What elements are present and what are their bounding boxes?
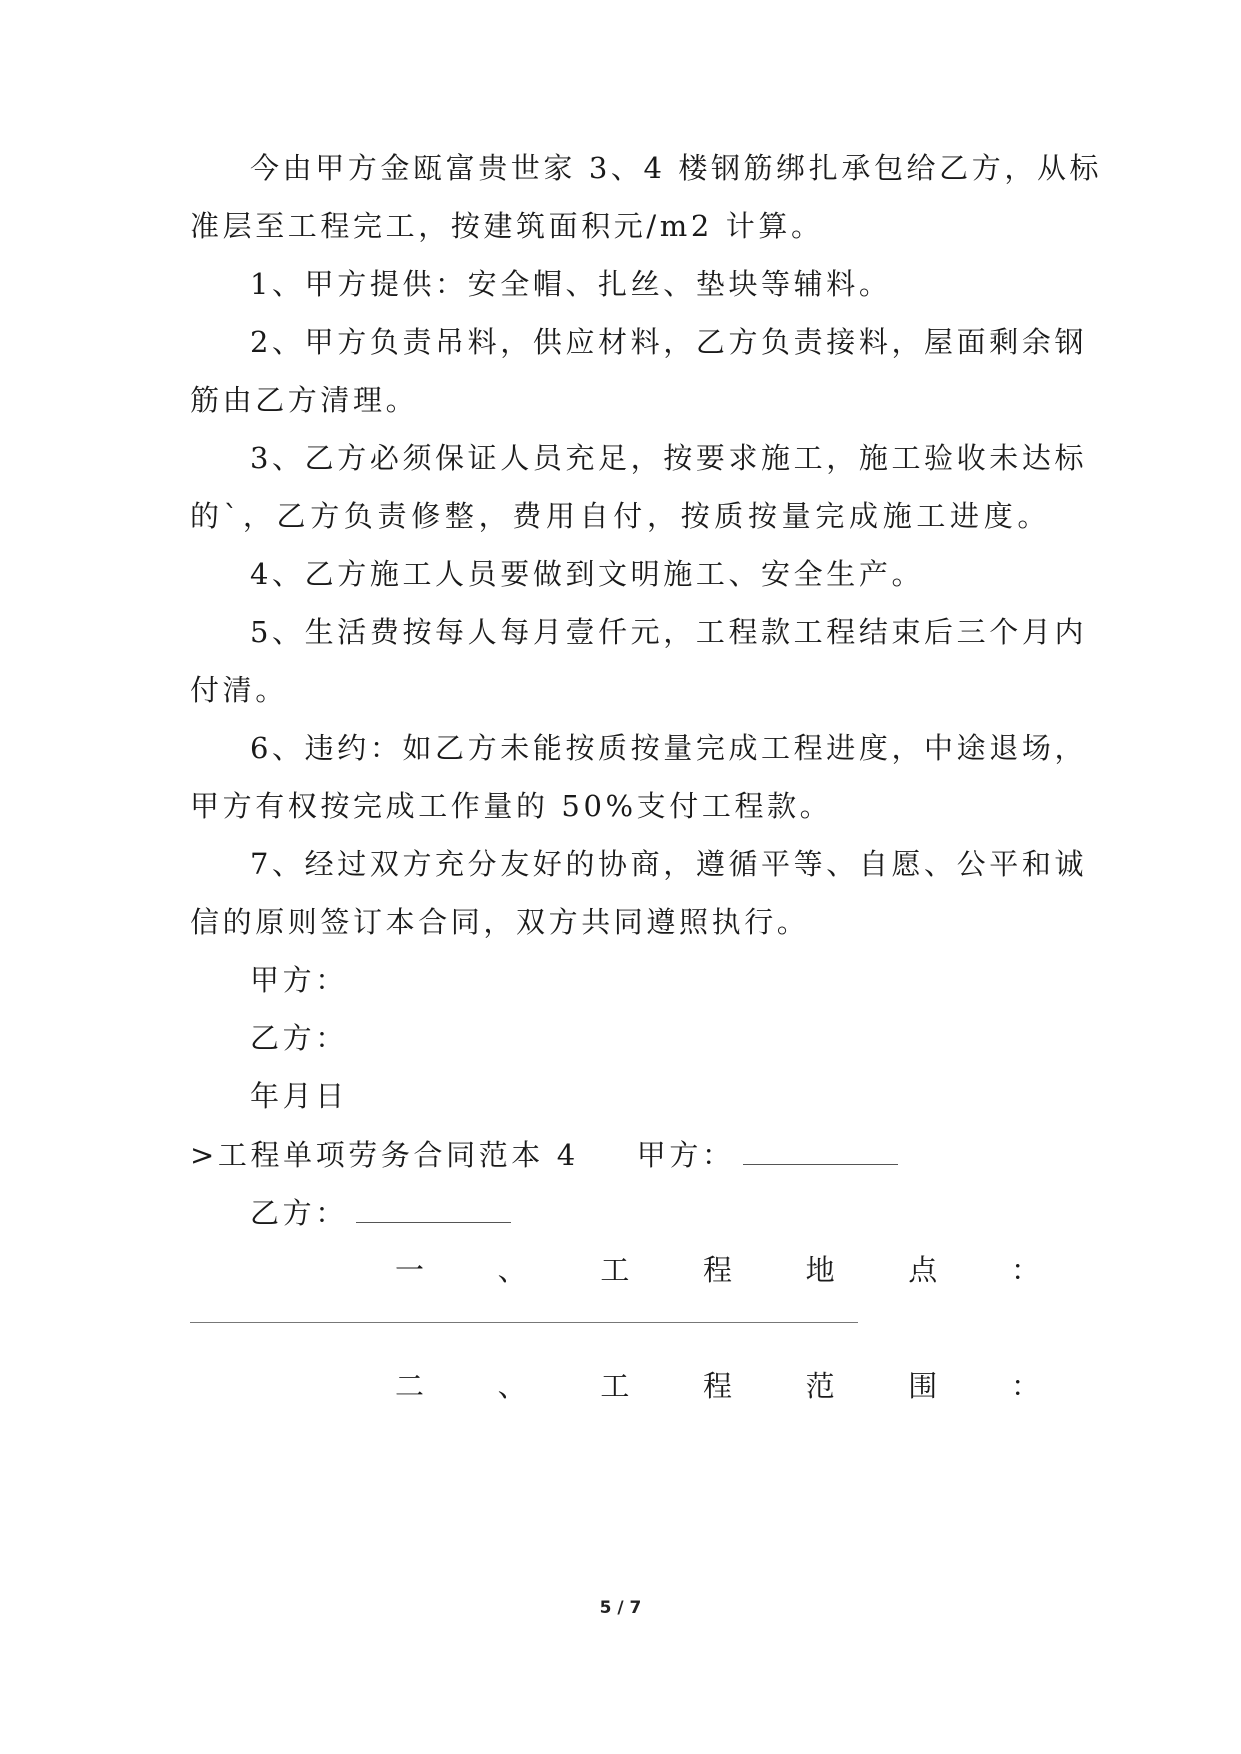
clause-5-line-1: 5、生活费按每人每月壹仟元，工程款工程结束后三个月内: [250, 615, 1088, 649]
clause-6-line-1: 6、违约：如乙方未能按质按量完成工程进度，中途退场，: [250, 731, 1088, 765]
clause-1: 1、甲方提供：安全帽、扎丝、垫块等辅料。: [250, 267, 892, 301]
item-1-char: 地: [805, 1253, 835, 1287]
item-1-char: 、: [497, 1253, 527, 1287]
clause-3-line-2: 的`，乙方负责修整，费用自付，按质按量完成施工进度。: [190, 499, 1050, 533]
clause-2-line-1: 2、甲方负责吊料，供应材料，乙方负责接料，屋面剩余钢: [250, 325, 1088, 359]
item-1-char: 一: [395, 1253, 425, 1287]
signature-party-b: 乙方：: [250, 1021, 348, 1055]
party-b-row: [250, 1192, 511, 1232]
party-b-label: 乙方：: [250, 1196, 348, 1230]
item-2-char: 程: [702, 1369, 732, 1403]
item-2-char: ：: [1010, 1369, 1040, 1403]
item-1-char: ：: [1010, 1253, 1040, 1287]
clause-5-line-2: 付清。: [190, 673, 288, 707]
clause-4: 4、乙方施工人员要做到文明施工、安全生产。: [250, 557, 925, 591]
party-a-label: 甲方：: [636, 1138, 735, 1172]
item-1-char: 点: [908, 1253, 938, 1287]
item-2-char: 二: [395, 1369, 425, 1403]
signature-date: 年月日: [250, 1079, 348, 1113]
clause-6-line-2: 甲方有权按完成工作量的 50%支付工程款。: [190, 789, 833, 823]
item-2-char: 范: [805, 1369, 835, 1403]
item-2-char: 、: [497, 1369, 527, 1403]
paragraph-intro-line-1: 今由甲方金瓯富贵世家 3、4 楼钢筋绑扎承包给乙方，从标: [250, 151, 1103, 185]
item-2-char: 围: [908, 1369, 938, 1403]
item-1-heading: [395, 1250, 1040, 1290]
signature-party-a: 甲方：: [250, 963, 348, 997]
clause-7-line-2: 信的原则签订本合同，双方共同遵照执行。: [190, 905, 810, 939]
item-2-heading: [395, 1366, 1040, 1406]
party-a-blank: [743, 1134, 898, 1165]
page-number: 5 / 7: [599, 1598, 642, 1618]
clause-2-line-2: 筋由乙方清理。: [190, 383, 419, 417]
item-1-fill-line: [190, 1322, 858, 1323]
item-2-char: 工: [600, 1369, 630, 1403]
party-b-blank: [356, 1192, 511, 1223]
item-1-char: 工: [600, 1253, 630, 1287]
clause-7-line-1: 7、经过双方充分友好的协商，遵循平等、自愿、公平和诚: [250, 847, 1088, 881]
item-1-char: 程: [702, 1253, 732, 1287]
section-heading-row: [190, 1134, 898, 1174]
clause-3-line-1: 3、乙方必须保证人员充足，按要求施工，施工验收未达标: [250, 441, 1088, 475]
section-title: >工程单项劳务合同范本 4: [190, 1138, 579, 1172]
paragraph-intro-line-2: 准层至工程完工，按建筑面积元/m2 计算。: [190, 209, 824, 243]
